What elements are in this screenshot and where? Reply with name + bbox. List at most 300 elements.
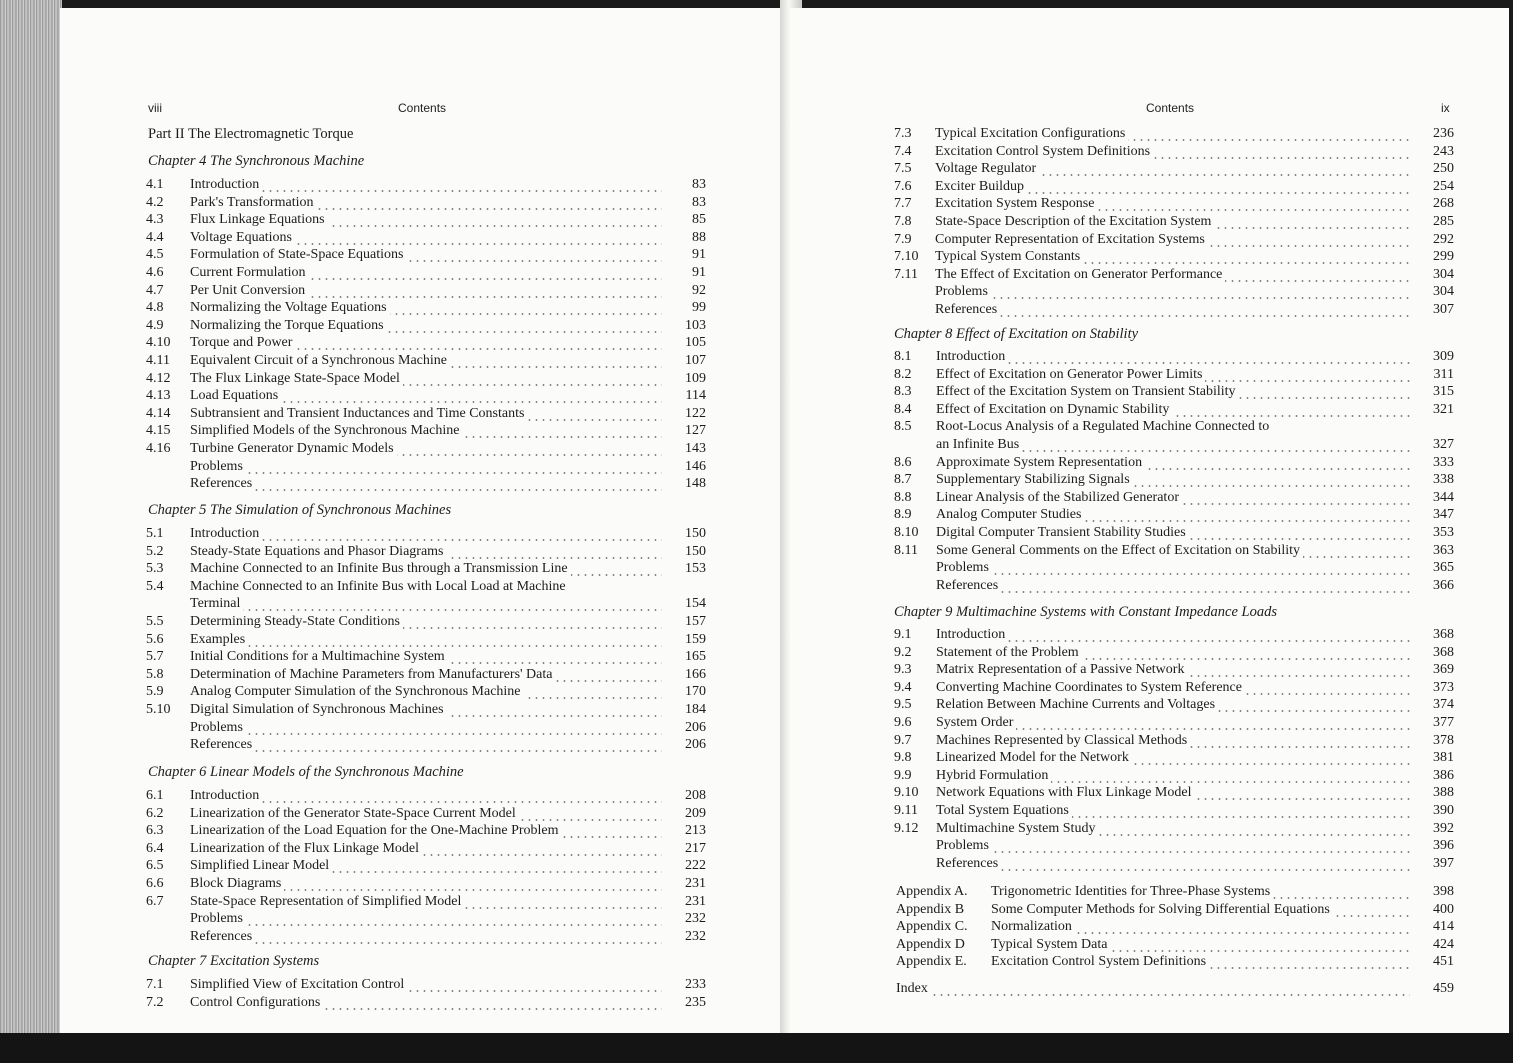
page-number: 311: [1433, 366, 1454, 382]
toc-entry[interactable]: [894, 784, 1454, 802]
section-number: 9.7: [894, 732, 912, 748]
page-number: 236: [1433, 126, 1454, 141]
toc-entry[interactable]: [896, 918, 1454, 936]
section-title: Some General Comments on the Effect of Excitation on Stability: [936, 542, 1410, 560]
section-title: Machine Connected to an Infinite Bus through a Transmission Line: [190, 560, 662, 578]
section-title: Problems: [936, 837, 1410, 855]
section-number: 9.12: [894, 820, 919, 836]
section-title: Normalization: [991, 918, 1410, 936]
toc-entry[interactable]: [146, 893, 706, 911]
page-number: 250: [1433, 161, 1454, 177]
page-number: 91: [692, 247, 706, 263]
section-title: Introduction: [936, 626, 1410, 644]
section-number: 6.3: [146, 823, 164, 839]
toc-entry[interactable]: [894, 542, 1454, 560]
toc-entry[interactable]: [146, 440, 706, 458]
right-page: [790, 8, 1509, 1038]
toc-entry[interactable]: [894, 644, 1454, 662]
toc-entry[interactable]: [146, 910, 706, 928]
section-title: Simplified Models of the Synchronous Machine: [190, 422, 662, 440]
page-number: 309: [1433, 349, 1454, 364]
toc-entry[interactable]: [894, 524, 1454, 542]
page-number: 368: [1433, 644, 1454, 660]
toc-entry[interactable]: [894, 418, 1454, 436]
section-number: 9.4: [894, 679, 912, 695]
section-title: Relation Between Machine Currents and Voltages: [936, 696, 1410, 714]
section-number: 9.9: [894, 767, 912, 783]
toc-entry[interactable]: [894, 436, 1454, 454]
toc-entry[interactable]: [894, 661, 1454, 679]
section-number: 7.6: [894, 178, 912, 194]
toc-list: [896, 883, 1454, 971]
toc-entry[interactable]: [894, 401, 1454, 419]
section-title: Steady-State Equations and Phasor Diagrams: [190, 543, 662, 561]
section-number: 8.7: [894, 472, 912, 488]
section-number: 5.8: [146, 666, 164, 682]
toc-entry[interactable]: [894, 266, 1454, 284]
page-number: 146: [685, 458, 706, 474]
toc-entry[interactable]: [146, 822, 706, 840]
section-number: 8.8: [894, 489, 912, 505]
section-number: 4.1: [146, 177, 164, 192]
section-number: 7.10: [894, 249, 919, 265]
toc-entry[interactable]: [894, 714, 1454, 732]
page-number: 99: [692, 300, 706, 316]
section-title: Matrix Representation of a Passive Network: [936, 661, 1410, 679]
page-number: 154: [685, 596, 706, 612]
toc-entry[interactable]: [894, 231, 1454, 249]
page-number: 143: [685, 440, 706, 456]
section-number: 5.2: [146, 543, 164, 559]
toc-entry[interactable]: [894, 366, 1454, 384]
page-number: 208: [685, 788, 706, 803]
toc-entry[interactable]: [894, 559, 1454, 577]
toc-entry[interactable]: [146, 475, 706, 493]
index-title: Index: [896, 980, 1410, 998]
section-title: Network Equations with Flux Linkage Model: [936, 784, 1410, 802]
toc-entry[interactable]: [146, 701, 706, 719]
section-number: 5.9: [146, 684, 164, 700]
page-number: 386: [1433, 767, 1454, 783]
toc-entry[interactable]: [146, 229, 706, 247]
toc-entry[interactable]: [146, 282, 706, 300]
section-title: Problems: [190, 910, 662, 928]
section-title: Digital Simulation of Synchronous Machines: [190, 701, 662, 719]
toc-entry[interactable]: [894, 125, 1454, 143]
section-title: Introduction: [190, 525, 662, 543]
section-number: 9.5: [894, 697, 912, 713]
section-title: State-Space Description of the Excitation System: [935, 213, 1410, 231]
page-number: 299: [1433, 249, 1454, 265]
section-number: Appendix E.: [896, 954, 967, 970]
section-title: Normalizing the Voltage Equations: [190, 299, 662, 317]
section-number: 9.3: [894, 662, 912, 678]
section-title: State-Space Representation of Simplified Model: [190, 893, 662, 911]
section-title: Normalizing the Torque Equations: [190, 317, 662, 335]
page-number: 222: [685, 858, 706, 874]
page-number: 338: [1433, 472, 1454, 488]
page-number: 254: [1433, 178, 1454, 194]
toc-entry[interactable]: [894, 732, 1454, 750]
page-number: 292: [1433, 231, 1454, 247]
page-number: 127: [685, 423, 706, 439]
toc-entry[interactable]: [146, 805, 706, 823]
section-title: Park's Transformation: [190, 194, 662, 212]
section-number: 4.7: [146, 282, 164, 298]
section-title: Current Formulation: [190, 264, 662, 282]
page-number: 88: [692, 229, 706, 245]
section-title: Introduction: [190, 787, 662, 805]
toc-entry[interactable]: [146, 787, 706, 805]
toc-entry[interactable]: [146, 928, 706, 946]
section-title: Linearized Model for the Network: [936, 749, 1410, 767]
page-number: 85: [692, 212, 706, 228]
page-number: 209: [685, 805, 706, 821]
page-number: 232: [685, 911, 706, 927]
page-number: 304: [1433, 266, 1454, 282]
chapter-heading: Chapter 4 The Synchronous Machine: [148, 153, 365, 169]
toc-entry[interactable]: [146, 525, 706, 543]
index-entry[interactable]: [896, 980, 1454, 998]
section-title: Approximate System Representation: [936, 454, 1410, 472]
section-number: 7.3: [894, 126, 912, 141]
section-number: 4.14: [146, 405, 171, 421]
toc-entry[interactable]: [146, 578, 706, 596]
page-number: 390: [1433, 802, 1454, 818]
toc-entry[interactable]: [146, 458, 706, 476]
toc-entry[interactable]: [894, 767, 1454, 785]
section-number: 7.7: [894, 196, 912, 212]
scan-edge-bottom: [0, 1033, 1513, 1063]
section-number: 4.16: [146, 440, 171, 456]
toc-entry[interactable]: [894, 837, 1454, 855]
toc-entry[interactable]: [146, 736, 706, 754]
page-number: 153: [685, 561, 706, 577]
page-number: 83: [692, 177, 706, 192]
section-title: Excitation System Response: [935, 195, 1410, 213]
page-number: 170: [685, 684, 706, 700]
page-number: 109: [685, 370, 706, 386]
page-number: 365: [1433, 560, 1454, 576]
toc-list: [894, 125, 1454, 319]
section-title: Analog Computer Simulation of the Synchronous Machine: [190, 683, 662, 701]
page-number: 347: [1433, 507, 1454, 523]
section-title: Root-Locus Analysis of a Regulated Machine Connected to: [936, 418, 1410, 436]
toc-entry[interactable]: [894, 348, 1454, 366]
section-title: Examples: [190, 631, 662, 649]
page-number: 307: [1433, 301, 1454, 317]
section-title: Load Equations: [190, 387, 662, 405]
page-number: 231: [685, 893, 706, 909]
section-title: Linearization of the Generator State-Space Current Model: [190, 805, 662, 823]
page-number: 148: [685, 476, 706, 492]
page-number: 83: [692, 194, 706, 210]
toc-entry[interactable]: [894, 626, 1454, 644]
toc-list: [146, 525, 706, 754]
page-number: 369: [1433, 662, 1454, 678]
page-number: 363: [1433, 542, 1454, 558]
toc-entry[interactable]: [894, 195, 1454, 213]
toc-entry[interactable]: [894, 506, 1454, 524]
section-number: 5.4: [146, 578, 164, 594]
left-page: [60, 8, 788, 1038]
section-number: 6.7: [146, 893, 164, 909]
section-title: Excitation Control System Definitions: [991, 953, 1410, 971]
section-number: 7.9: [894, 231, 912, 247]
section-number: 7.11: [894, 266, 918, 282]
section-number: 8.9: [894, 507, 912, 523]
page-number: 150: [685, 543, 706, 559]
section-title: Converting Machine Coordinates to System Reference: [936, 679, 1410, 697]
section-number: 8.1: [894, 349, 912, 364]
toc-list: [894, 626, 1454, 872]
section-number: 8.6: [894, 454, 912, 470]
section-number: 6.2: [146, 805, 164, 821]
section-number: 6.1: [146, 788, 164, 803]
section-number: 8.4: [894, 401, 912, 417]
toc-entry[interactable]: [894, 489, 1454, 507]
page-number: 150: [685, 526, 706, 541]
section-title: Typical System Data: [991, 936, 1410, 954]
page-number-roman: viii: [148, 101, 162, 115]
toc-entry[interactable]: [146, 595, 706, 613]
section-title: Analog Computer Studies: [936, 506, 1410, 524]
section-title: Problems: [190, 458, 662, 476]
page-number: 377: [1433, 714, 1454, 730]
section-title: Hybrid Formulation: [936, 767, 1410, 785]
toc-list: [146, 176, 706, 493]
page-number: 213: [685, 823, 706, 839]
toc-entry[interactable]: [146, 560, 706, 578]
section-number: 9.1: [894, 627, 912, 642]
section-title: Typical System Constants: [935, 248, 1410, 266]
section-number: 6.6: [146, 875, 164, 891]
toc-entry[interactable]: [146, 176, 706, 194]
section-title: Digital Computer Transient Stability Studies: [936, 524, 1410, 542]
toc-entry[interactable]: [894, 679, 1454, 697]
page-number: 184: [685, 701, 706, 717]
section-number: 9.11: [894, 802, 918, 818]
page-number: 159: [685, 631, 706, 647]
section-number: 6.4: [146, 840, 164, 856]
section-title: The Effect of Excitation on Generator Performance: [935, 266, 1410, 284]
toc-entry[interactable]: [894, 213, 1454, 231]
page-number: 315: [1433, 384, 1454, 400]
section-title: Computer Representation of Excitation Systems: [935, 231, 1410, 249]
toc-entry[interactable]: [146, 317, 706, 335]
toc-entry[interactable]: [894, 802, 1454, 820]
toc-entry[interactable]: [894, 749, 1454, 767]
chapter-heading: Chapter 8 Effect of Excitation on Stability: [894, 326, 1139, 342]
page-number: 459: [1433, 981, 1454, 996]
section-title: Effect of Excitation on Dynamic Stability: [936, 401, 1410, 419]
toc-entry[interactable]: [146, 370, 706, 388]
section-title: Some Computer Methods for Solving Differential Equations: [991, 901, 1410, 919]
section-title: Trigonometric Identities for Three-Phase Systems: [991, 883, 1410, 901]
chapter-heading: Chapter 6 Linear Models of the Synchronous Machine: [148, 764, 464, 780]
toc-entry[interactable]: [146, 194, 706, 212]
section-title: Supplementary Stabilizing Signals: [936, 471, 1410, 489]
section-number: 4.13: [146, 388, 171, 404]
toc-entry[interactable]: [894, 143, 1454, 161]
section-number: 4.6: [146, 264, 164, 280]
section-title: Introduction: [190, 176, 662, 194]
section-title: References: [190, 736, 662, 754]
section-title: Problems: [190, 719, 662, 737]
page-number: 217: [685, 840, 706, 856]
section-number: 4.4: [146, 229, 164, 245]
section-title: Linear Analysis of the Stabilized Generator: [936, 489, 1410, 507]
toc-entry[interactable]: [146, 683, 706, 701]
section-title: References: [936, 577, 1410, 595]
toc-entry[interactable]: [146, 976, 706, 994]
section-number: 4.11: [146, 352, 170, 368]
section-title: Control Configurations: [190, 994, 662, 1012]
page-number: 398: [1433, 884, 1454, 899]
toc-entry[interactable]: [896, 953, 1454, 971]
page-number: 103: [685, 317, 706, 333]
toc-entry[interactable]: [894, 160, 1454, 178]
page-number: 392: [1433, 820, 1454, 836]
section-number: 4.5: [146, 247, 164, 263]
section-title: The Flux Linkage State-Space Model: [190, 370, 662, 388]
page-number: 285: [1433, 213, 1454, 229]
toc-entry[interactable]: [146, 211, 706, 229]
toc-entry[interactable]: [896, 936, 1454, 954]
section-title: References: [936, 855, 1410, 873]
page-number: 91: [692, 264, 706, 280]
section-title: Equivalent Circuit of a Synchronous Machine: [190, 352, 662, 370]
section-title: Excitation Control System Definitions: [935, 143, 1410, 161]
toc-entry[interactable]: [894, 283, 1454, 301]
toc-entry[interactable]: [146, 994, 706, 1012]
section-number: 4.2: [146, 194, 164, 210]
page-number: 344: [1433, 489, 1454, 505]
section-title: Formulation of State-Space Equations: [190, 246, 662, 264]
toc-entry[interactable]: [894, 696, 1454, 714]
section-title: References: [935, 301, 1410, 319]
running-title: Contents: [398, 101, 447, 115]
section-number: Appendix C.: [896, 919, 968, 935]
toc-entry[interactable]: [146, 648, 706, 666]
section-title: Effect of Excitation on Generator Power Limits: [936, 366, 1410, 384]
toc-entry[interactable]: [146, 387, 706, 405]
toc-entry[interactable]: [894, 855, 1454, 873]
toc-entry[interactable]: [894, 248, 1454, 266]
section-number: 8.5: [894, 419, 912, 435]
section-title: Problems: [936, 559, 1410, 577]
section-title: Typical Excitation Configurations: [935, 125, 1410, 143]
section-number: 5.3: [146, 561, 164, 577]
page-number: 378: [1433, 732, 1454, 748]
section-title: Per Unit Conversion: [190, 282, 662, 300]
section-number: 8.2: [894, 366, 912, 382]
toc-entry[interactable]: [146, 840, 706, 858]
toc-entry[interactable]: [146, 405, 706, 423]
index-entry-wrap: [896, 980, 1454, 998]
toc-entry[interactable]: [894, 820, 1454, 838]
section-number: 4.12: [146, 370, 171, 386]
toc-entry[interactable]: [146, 613, 706, 631]
section-title: References: [190, 475, 662, 493]
page-number: 157: [685, 613, 706, 629]
toc-entry[interactable]: [894, 301, 1454, 319]
section-number: 7.8: [894, 213, 912, 229]
section-title: Voltage Regulator: [935, 160, 1410, 178]
section-title: Initial Conditions for a Multimachine System: [190, 648, 662, 666]
page-number: 231: [685, 875, 706, 891]
section-title: Problems: [935, 283, 1410, 301]
toc-entry[interactable]: [146, 666, 706, 684]
page-number: 122: [685, 405, 706, 421]
toc-entry[interactable]: [146, 264, 706, 282]
page-number: 304: [1433, 284, 1454, 300]
toc-entry[interactable]: [146, 299, 706, 317]
page-number: 243: [1433, 143, 1454, 159]
toc-entry[interactable]: [894, 471, 1454, 489]
toc-entry[interactable]: [894, 383, 1454, 401]
chapter-heading: Chapter 5 The Simulation of Synchronous Machines: [148, 502, 452, 518]
scan-edge: [0, 0, 62, 1063]
toc-entry[interactable]: [894, 454, 1454, 472]
toc-entry[interactable]: [146, 631, 706, 649]
page-number: 105: [685, 335, 706, 351]
page-number: 388: [1433, 785, 1454, 801]
section-title: Statement of the Problem: [936, 644, 1410, 662]
toc-entry[interactable]: [894, 577, 1454, 595]
toc-list: [894, 348, 1454, 594]
page-number: 374: [1433, 697, 1454, 713]
part-heading: Part II The Electromagnetic Torque: [148, 126, 354, 142]
toc-entry[interactable]: [146, 422, 706, 440]
page-number: 206: [685, 719, 706, 735]
section-number: 5.7: [146, 649, 164, 665]
section-title: Linearization of the Load Equation for the One-Machine Problem: [190, 822, 662, 840]
toc-entry[interactable]: [146, 719, 706, 737]
toc-entry[interactable]: [894, 178, 1454, 196]
page-number: 396: [1433, 838, 1454, 854]
page-number: 114: [685, 388, 706, 404]
section-title: Torque and Power: [190, 334, 662, 352]
section-number: 4.10: [146, 335, 171, 351]
section-number: 4.8: [146, 300, 164, 316]
toc-entry[interactable]: [146, 352, 706, 370]
page-number: 373: [1433, 679, 1454, 695]
toc-entry[interactable]: [146, 246, 706, 264]
section-title: Linearization of the Flux Linkage Model: [190, 840, 662, 858]
section-title: Simplified View of Excitation Control: [190, 976, 662, 994]
toc-entry[interactable]: [146, 875, 706, 893]
section-number: 7.5: [894, 161, 912, 177]
section-title: Effect of the Excitation System on Transient Stability: [936, 383, 1410, 401]
section-number: Appendix B: [896, 901, 965, 917]
section-title: an Infinite Bus: [936, 436, 1410, 454]
section-title: Multimachine System Study: [936, 820, 1410, 838]
page-number: 424: [1433, 936, 1454, 952]
section-title: Subtransient and Transient Inductances and Time Constants: [190, 405, 662, 423]
section-number: 9.10: [894, 785, 919, 801]
page-number: 366: [1433, 577, 1454, 593]
page-number: 107: [685, 352, 706, 368]
toc-entry[interactable]: [896, 901, 1454, 919]
toc-entry[interactable]: [896, 883, 1454, 901]
page-number: 206: [685, 737, 706, 753]
section-number: 7.4: [894, 143, 912, 159]
toc-entry[interactable]: [146, 857, 706, 875]
toc-entry[interactable]: [146, 543, 706, 561]
page-number: 235: [685, 994, 706, 1010]
toc-entry[interactable]: [146, 334, 706, 352]
